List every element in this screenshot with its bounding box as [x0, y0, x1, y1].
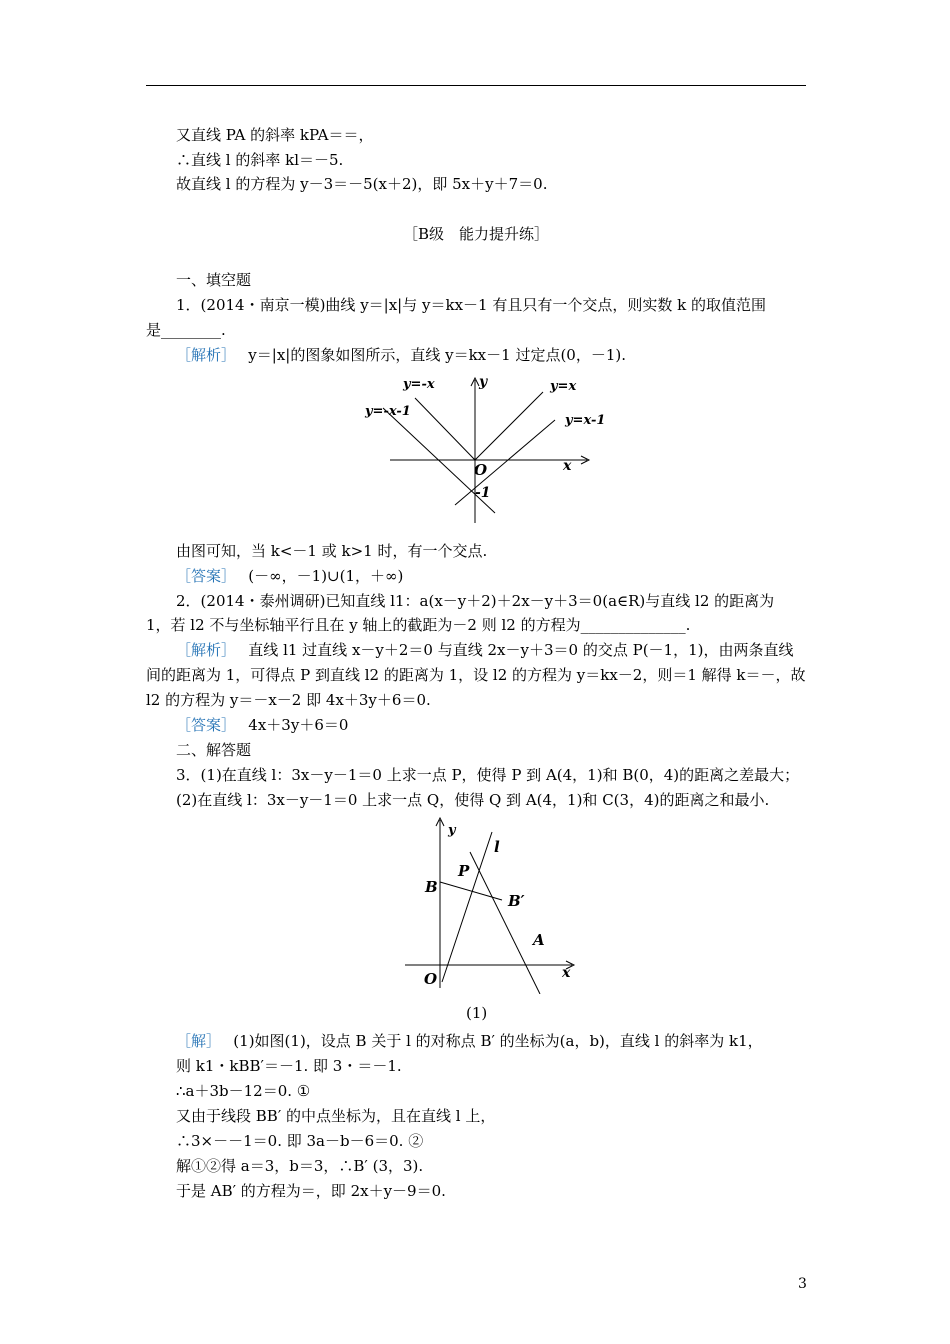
solution-tag: ［解］	[176, 1032, 214, 1050]
answer-tag: ［答案］	[176, 567, 229, 585]
problem-3-part-2: (2)在直线 l：3x－y－1＝0 上求一点 Q，使得 Q 到 A(4，1)和 C(3，4)的距离之和最小.	[176, 791, 770, 809]
figure-abs-value-graph	[355, 368, 625, 528]
page-number: 3	[798, 1276, 807, 1292]
problem-1-analysis	[176, 345, 626, 365]
label-origin: O	[474, 461, 488, 479]
line-l	[442, 832, 492, 982]
heading-fill-blank: 一、填空题	[176, 271, 252, 289]
label-b: B	[425, 878, 438, 896]
label-origin: O	[424, 970, 438, 988]
problem-1-line-2: 是________.	[146, 321, 226, 339]
solution-line-3: ∴a＋3b－12＝0. ①	[176, 1082, 311, 1100]
section-title: ［B级 能力提升练］	[402, 225, 550, 243]
solution-line-6: 解①②得 a＝3，b＝3，∴B′ (3，3).	[176, 1157, 424, 1175]
line-y-x	[475, 392, 543, 460]
problem-2-line-2: 1，若 l2 不与坐标轴平行且在 y 轴上的截距为－2 则 l2 的方程为______________.	[146, 616, 691, 634]
label-b-prime: B′	[508, 892, 525, 910]
line-a-b-prime	[470, 852, 540, 994]
problem-1-line-1: 1．(2014・南京一模)曲线 y＝|x|与 y＝kx－1 有且只有一个交点，则实数 k 的取值范围	[176, 296, 766, 314]
analysis-tag: ［解析］	[176, 346, 229, 364]
label-y-axis: y	[479, 374, 488, 390]
solution-line-4: 又由于线段 BB′ 的中点坐标为，且在直线 l 上，	[176, 1107, 496, 1125]
label-y-axis: y	[448, 823, 456, 838]
problem-2-answer-text: 4x＋3y＋6＝0	[248, 716, 349, 734]
solution-line-5: ∴3×－－1＝0. 即 3a－b－6＝0. ②	[176, 1132, 424, 1150]
text-line-1: 又直线 PA 的斜率 kPA＝＝，	[176, 126, 374, 144]
figure-2-caption: (1)	[466, 1004, 488, 1022]
answer-tag-2: ［答案］	[176, 716, 229, 734]
solution-line-2: 则 k1・kBB′＝－1. 即 3・＝－1.	[176, 1057, 402, 1075]
problem-2-answer	[176, 715, 348, 735]
heading-solution: 二、解答题	[176, 741, 252, 759]
problem-1-analysis-text: y＝|x|的图象如图所示，直线 y＝kx－1 过定点(0，－1).	[248, 346, 627, 364]
label-a: A	[533, 931, 545, 949]
solution-line-1	[176, 1031, 763, 1051]
problem-1-answer	[176, 566, 403, 586]
problem-1-answer-text: (－∞，－1)∪(1，＋∞)	[248, 567, 404, 585]
line-y-x-minus-1	[455, 420, 555, 505]
problem-2-analysis-line-1	[176, 640, 794, 660]
label-p: P	[458, 862, 470, 880]
problem-1-conclusion: 由图可知，当 k<－1 或 k>1 时，有一个交点.	[176, 542, 488, 560]
problem-2-analysis-line-3: l2 的方程为 y＝－x－2 即 4x＋3y＋6＝0.	[146, 691, 431, 709]
label-y-x-minus-1: y=x-1	[565, 413, 606, 428]
analysis-tag-2: ［解析］	[176, 641, 229, 659]
problem-2-line-1: 2．(2014・泰州调研)已知直线 l1：a(x－y＋2)＋2x－y＋3＝0(a∈R)与直线 l2 的距离为	[176, 592, 775, 610]
solution-line-1-text: (1)如图(1)，设点 B 关于 l 的对称点 B′ 的坐标为(a，b)，直线 l 的斜率为 k1，	[233, 1032, 763, 1050]
label-y-neg-x-minus-1: y=-x-1	[365, 404, 411, 419]
label-l: l	[494, 838, 500, 856]
text-line-3: 故直线 l 的方程为 y－3＝－5(x＋2)，即 5x＋y＋7＝0.	[176, 175, 548, 193]
solution-line-7: 于是 AB′ 的方程为＝，即 2x＋y－9＝0.	[176, 1182, 446, 1200]
line-y-neg-x	[415, 398, 475, 460]
problem-2-analysis-text: 直线 l1 过直线 x－y＋2＝0 与直线 2x－y＋3＝0 的交点 P(－1，1)，由两条直线	[248, 641, 794, 659]
label-y-neg-x: y=-x	[403, 377, 435, 392]
text-line-2: ∴直线 l 的斜率 kl＝－5.	[176, 151, 344, 169]
problem-2-analysis-line-2: 间的距离为 1，可得点 P 到直线 l2 的距离为 1，设 l2 的方程为 y＝kx－2，则＝1 解得 k＝－，故	[146, 666, 806, 684]
label-x-axis: x	[562, 965, 571, 981]
label-y-x: y=x	[550, 379, 577, 394]
label-minus-one: -1	[475, 485, 491, 501]
header-rule	[146, 85, 806, 86]
label-x-axis: x	[563, 458, 572, 474]
problem-3-part-1: 3．(1)在直线 l：3x－y－1＝0 上求一点 P，使得 P 到 A(4，1)和 B(0，4)的距离之差最大；	[176, 766, 800, 784]
figure-reflection-diagram	[400, 812, 585, 994]
